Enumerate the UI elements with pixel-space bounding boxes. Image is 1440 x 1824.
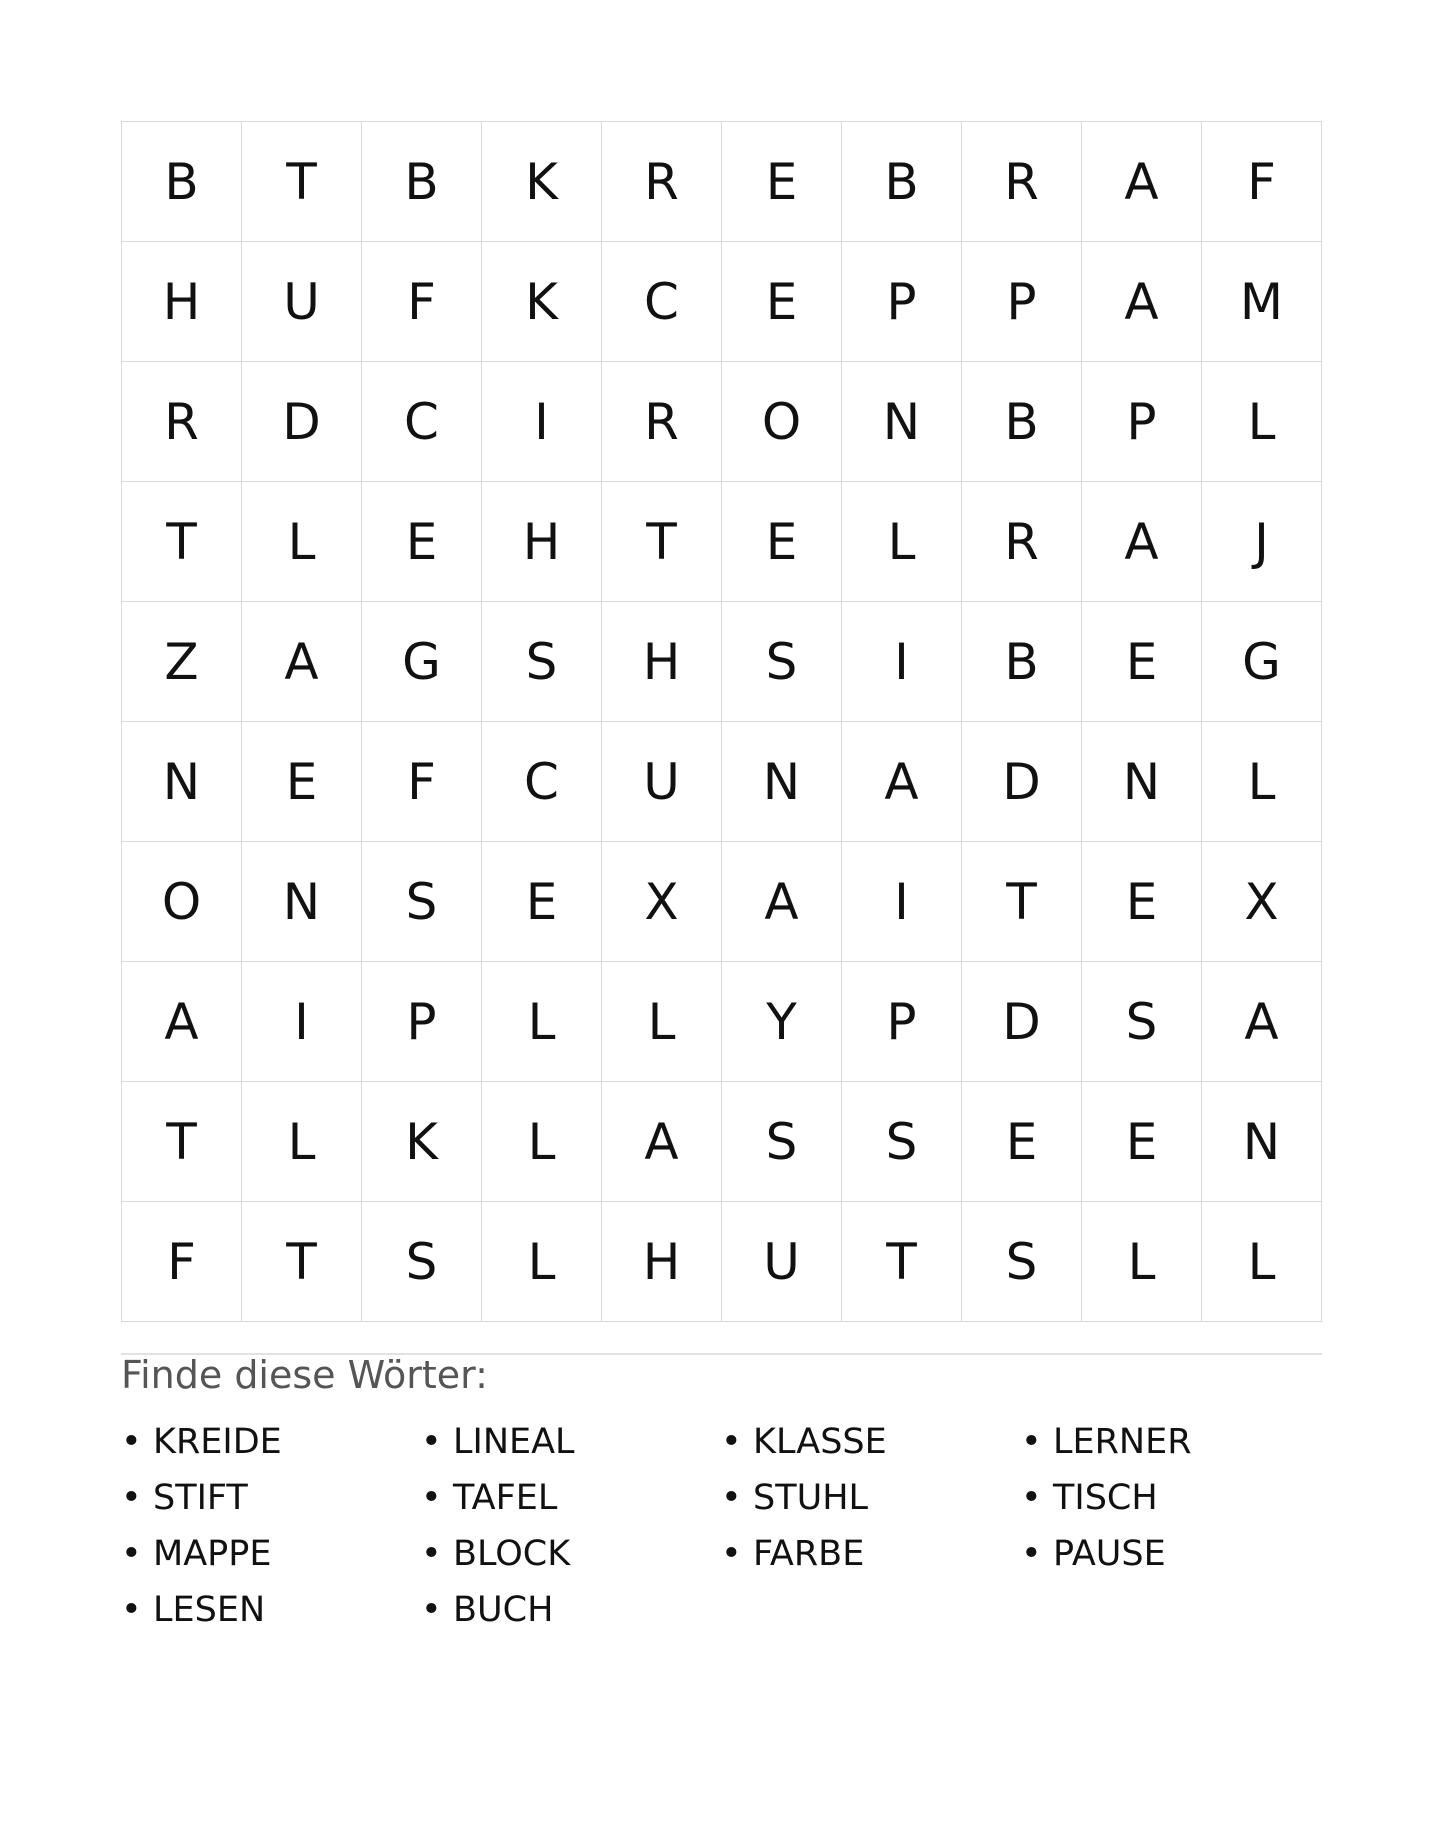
grid-cell[interactable]: B xyxy=(842,122,962,242)
grid-cell[interactable]: J xyxy=(1202,482,1322,602)
grid-cell[interactable]: H xyxy=(482,482,602,602)
grid-cell[interactable]: T xyxy=(122,482,242,602)
grid-cell[interactable]: L xyxy=(242,1082,362,1202)
grid-cell[interactable]: I xyxy=(842,602,962,722)
bullet-icon: • xyxy=(121,1534,142,1574)
grid-cell[interactable]: C xyxy=(602,242,722,362)
word-label: BUCH xyxy=(453,1590,554,1630)
grid-cell[interactable]: E xyxy=(242,722,362,842)
bullet-icon: • xyxy=(1021,1422,1042,1462)
grid-cell[interactable]: L xyxy=(1082,1202,1202,1322)
grid-cell[interactable]: N xyxy=(1082,722,1202,842)
word-label: STUHL xyxy=(753,1478,869,1518)
bullet-icon: • xyxy=(721,1422,742,1462)
grid-cell[interactable]: S xyxy=(842,1082,962,1202)
grid-cell[interactable]: F xyxy=(362,242,482,362)
grid-cell[interactable]: K xyxy=(482,122,602,242)
word-label: TISCH xyxy=(1053,1478,1158,1518)
grid-cell[interactable]: C xyxy=(362,362,482,482)
grid-cell[interactable]: A xyxy=(722,842,842,962)
grid-cell[interactable]: K xyxy=(362,1082,482,1202)
grid-cell[interactable]: A xyxy=(1082,482,1202,602)
grid-cell[interactable]: L xyxy=(842,482,962,602)
grid-cell[interactable]: N xyxy=(242,842,362,962)
grid-cell[interactable]: B xyxy=(122,122,242,242)
word-list-item xyxy=(421,1582,721,1638)
grid-cell[interactable]: E xyxy=(722,242,842,362)
grid-cell[interactable]: S xyxy=(962,1202,1082,1322)
grid-cell[interactable]: R xyxy=(962,482,1082,602)
grid-cell[interactable]: E xyxy=(1082,842,1202,962)
grid-cell[interactable]: A xyxy=(842,722,962,842)
word-label: LESEN xyxy=(153,1590,266,1630)
grid-cell[interactable]: L xyxy=(482,1202,602,1322)
word-list-item xyxy=(421,1526,721,1582)
grid-cell[interactable]: D xyxy=(242,362,362,482)
grid-cell[interactable]: S xyxy=(1082,962,1202,1082)
grid-cell[interactable]: G xyxy=(1202,602,1322,722)
grid-cell[interactable]: N xyxy=(1202,1082,1322,1202)
word-label: KREIDE xyxy=(153,1422,282,1462)
word-list-item xyxy=(121,1470,421,1526)
grid-cell[interactable]: O xyxy=(122,842,242,962)
grid-cell[interactable]: F xyxy=(1202,122,1322,242)
grid-cell[interactable]: E xyxy=(962,1082,1082,1202)
grid-cell[interactable]: H xyxy=(602,1202,722,1322)
grid-cell[interactable]: F xyxy=(362,722,482,842)
grid-cell[interactable]: C xyxy=(482,722,602,842)
grid-cell[interactable]: I xyxy=(482,362,602,482)
grid-cell[interactable]: D xyxy=(962,962,1082,1082)
grid-cell[interactable]: U xyxy=(602,722,722,842)
grid-cell[interactable]: Z xyxy=(122,602,242,722)
grid-cell[interactable]: P xyxy=(962,242,1082,362)
word-label: MAPPE xyxy=(153,1534,272,1574)
bullet-icon: • xyxy=(721,1478,742,1518)
bullet-icon: • xyxy=(421,1534,442,1574)
grid-cell[interactable]: I xyxy=(242,962,362,1082)
grid-cell[interactable]: E xyxy=(362,482,482,602)
grid-cell[interactable]: L xyxy=(1202,362,1322,482)
grid-cell[interactable]: G xyxy=(362,602,482,722)
grid-cell[interactable]: I xyxy=(842,842,962,962)
word-label: FARBE xyxy=(753,1534,865,1574)
grid-cell[interactable]: B xyxy=(362,122,482,242)
grid-cell[interactable]: L xyxy=(1202,722,1322,842)
grid-cell[interactable]: T xyxy=(242,122,362,242)
grid-cell[interactable]: X xyxy=(1202,842,1322,962)
bullet-icon: • xyxy=(421,1590,442,1630)
word-list-item xyxy=(421,1414,721,1470)
grid-cell[interactable]: E xyxy=(722,122,842,242)
bullet-icon: • xyxy=(421,1422,442,1462)
grid-cell[interactable]: F xyxy=(122,1202,242,1322)
word-list-heading: Finde diese Wörter: xyxy=(121,1353,488,1397)
grid-cell[interactable]: N xyxy=(842,362,962,482)
grid-cell[interactable]: S xyxy=(722,1082,842,1202)
word-list-item xyxy=(1021,1414,1321,1470)
grid-cell[interactable]: L xyxy=(242,482,362,602)
grid-cell[interactable]: U xyxy=(242,242,362,362)
grid-cell[interactable]: A xyxy=(602,1082,722,1202)
word-list-item xyxy=(421,1470,721,1526)
grid-cell[interactable]: E xyxy=(1082,602,1202,722)
grid-cell[interactable]: H xyxy=(602,602,722,722)
grid-cell[interactable]: N xyxy=(122,722,242,842)
grid-cell[interactable]: A xyxy=(122,962,242,1082)
grid-cell[interactable]: A xyxy=(1082,242,1202,362)
word-list-item xyxy=(1021,1526,1321,1582)
grid-cell[interactable]: L xyxy=(482,962,602,1082)
grid-cell[interactable]: X xyxy=(602,842,722,962)
grid-cell[interactable]: T xyxy=(962,842,1082,962)
grid-cell[interactable]: P xyxy=(1082,362,1202,482)
word-label: KLASSE xyxy=(753,1422,887,1462)
word-list-item xyxy=(1021,1470,1321,1526)
word-label: BLOCK xyxy=(453,1534,571,1574)
grid-cell[interactable]: P xyxy=(842,962,962,1082)
word-list-item xyxy=(121,1414,421,1470)
word-list-item xyxy=(121,1582,421,1638)
word-label: STIFT xyxy=(153,1478,248,1518)
grid-cell[interactable]: B xyxy=(962,362,1082,482)
grid-cell[interactable]: N xyxy=(722,722,842,842)
word-list-item xyxy=(721,1414,1021,1470)
grid-cell[interactable]: T xyxy=(122,1082,242,1202)
grid-cell[interactable]: T xyxy=(842,1202,962,1322)
grid-cell[interactable]: P xyxy=(362,962,482,1082)
grid-cell[interactable]: A xyxy=(1202,962,1322,1082)
bullet-icon: • xyxy=(121,1590,142,1630)
word-list-item xyxy=(721,1470,1021,1526)
bullet-icon: • xyxy=(721,1534,742,1574)
word-label: TAFEL xyxy=(453,1478,558,1518)
grid-cell[interactable]: L xyxy=(482,1082,602,1202)
grid-cell[interactable]: L xyxy=(1202,1202,1322,1322)
grid-cell[interactable]: T xyxy=(602,482,722,602)
grid-cell[interactable]: R xyxy=(602,362,722,482)
word-list-item xyxy=(721,1526,1021,1582)
grid-cell[interactable]: U xyxy=(722,1202,842,1322)
word-label: PAUSE xyxy=(1053,1534,1166,1574)
grid-cell[interactable]: M xyxy=(1202,242,1322,362)
grid-cell[interactable]: T xyxy=(242,1202,362,1322)
grid-cell[interactable]: O xyxy=(722,362,842,482)
grid-cell[interactable]: P xyxy=(842,242,962,362)
grid-cell[interactable]: H xyxy=(122,242,242,362)
grid-cell[interactable]: B xyxy=(962,602,1082,722)
bullet-icon: • xyxy=(421,1478,442,1518)
grid-cell[interactable]: A xyxy=(242,602,362,722)
grid-cell[interactable]: E xyxy=(722,482,842,602)
grid-cell[interactable]: R xyxy=(602,122,722,242)
bullet-icon: • xyxy=(1021,1478,1042,1518)
word-label: LINEAL xyxy=(453,1422,575,1462)
grid-cell[interactable]: S xyxy=(362,1202,482,1322)
grid-cell[interactable]: S xyxy=(482,602,602,722)
bullet-icon: • xyxy=(121,1478,142,1518)
grid-cell[interactable]: S xyxy=(722,602,842,722)
grid-cell[interactable]: R xyxy=(962,122,1082,242)
grid-cell[interactable]: E xyxy=(482,842,602,962)
puzzle-grid xyxy=(121,121,1322,1322)
grid-cell[interactable]: E xyxy=(1082,1082,1202,1202)
bullet-icon: • xyxy=(1021,1534,1042,1574)
grid-cell[interactable]: K xyxy=(482,242,602,362)
word-label: LERNER xyxy=(1053,1422,1192,1462)
grid-cell[interactable]: Y xyxy=(722,962,842,1082)
word-list-item xyxy=(121,1526,421,1582)
word-list xyxy=(121,1414,1321,1638)
grid-cell[interactable]: R xyxy=(122,362,242,482)
bullet-icon: • xyxy=(121,1422,142,1462)
grid-cell[interactable]: A xyxy=(1082,122,1202,242)
grid-cell[interactable]: L xyxy=(602,962,722,1082)
grid-cell[interactable]: D xyxy=(962,722,1082,842)
grid-cell[interactable]: S xyxy=(362,842,482,962)
